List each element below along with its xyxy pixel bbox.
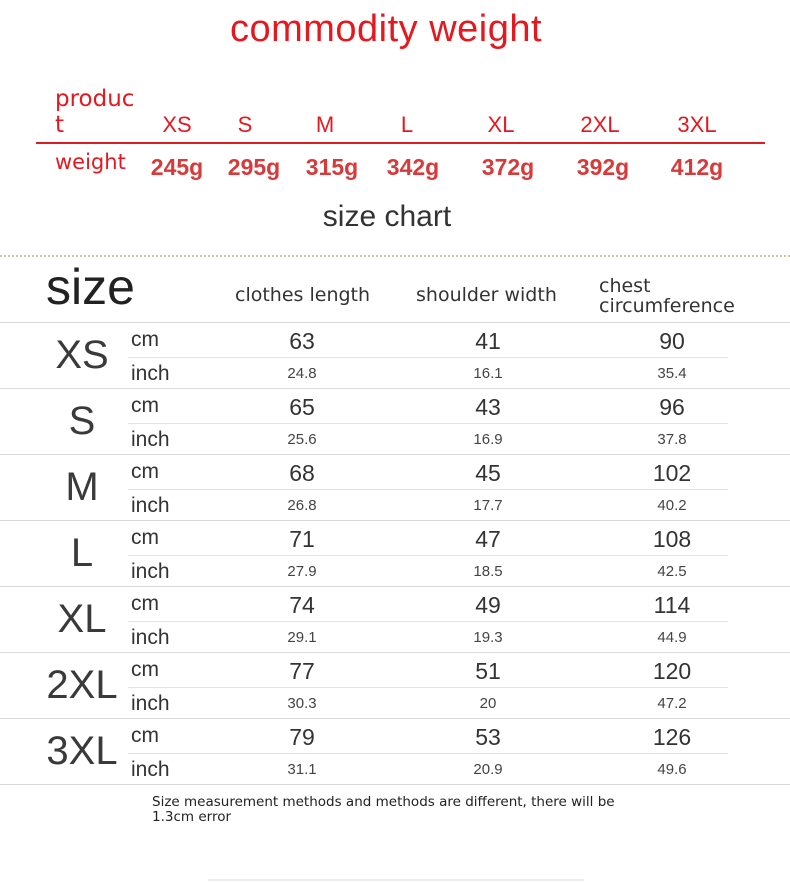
- row-subdivider: [128, 687, 728, 688]
- clothes-length-inch: 24.8: [287, 365, 317, 382]
- shoulder-width-inch: 16.1: [473, 365, 503, 382]
- unit-cm-label: cm: [131, 724, 159, 747]
- size-name: S: [68, 399, 96, 443]
- weight-size-m: M: [315, 112, 335, 137]
- size-row-3xl: [0, 718, 790, 785]
- unit-inch-label: inch: [131, 494, 170, 517]
- shoulder-width-inch: 20.9: [473, 761, 503, 778]
- chest-circumference-inch: 44.9: [657, 629, 687, 646]
- unit-inch-label: inch: [131, 560, 170, 583]
- weight-value-l: 342g: [386, 154, 440, 180]
- commodity-weight-title: commodity weight: [229, 8, 543, 50]
- clothes-length-cm: 71: [289, 526, 315, 552]
- row-subdivider: [128, 555, 728, 556]
- measurement-error-note: Size measurement methods and methods are different, there will be 1.3cm error: [152, 794, 615, 825]
- weight-size-l: L: [400, 112, 414, 137]
- clothes-length-cm: 63: [289, 328, 315, 354]
- shoulder-width-header: shoulder width: [416, 284, 557, 306]
- row-subdivider: [128, 357, 728, 358]
- clothes-length-cm: 74: [289, 592, 315, 618]
- chest-circumference-inch: 49.6: [657, 761, 687, 778]
- row-subdivider: [128, 621, 728, 622]
- clothes-length-cm: 68: [289, 460, 315, 486]
- row-subdivider: [128, 423, 728, 424]
- chest-circumference-cm: 126: [652, 724, 692, 750]
- size-row-xs: [0, 322, 790, 388]
- weight-value-xs: 245g: [150, 154, 204, 180]
- size-name: L: [70, 531, 94, 575]
- size-row-s: [0, 388, 790, 454]
- unit-cm-label: cm: [131, 394, 159, 417]
- chest-circumference-cm: 120: [652, 658, 692, 684]
- size-chart-title: size chart: [322, 200, 452, 233]
- chest-circumference-cm: 114: [653, 592, 691, 618]
- size-name: 3XL: [46, 729, 118, 773]
- shoulder-width-cm: 51: [475, 658, 501, 684]
- shoulder-width-inch: 19.3: [473, 629, 503, 646]
- clothes-length-inch: 27.9: [287, 563, 317, 580]
- size-column-header: size: [46, 259, 135, 315]
- clothes-length-cm: 77: [289, 658, 315, 684]
- size-name: XS: [55, 333, 109, 377]
- weight-size-s: S: [237, 112, 253, 137]
- product-row-label: product: [55, 86, 135, 138]
- size-chart-table: [0, 322, 790, 785]
- clothes-length-cm: 65: [289, 394, 315, 420]
- shoulder-width-inch: 16.9: [473, 431, 503, 448]
- shoulder-width-inch: 17.7: [473, 497, 503, 514]
- clothes-length-inch: 26.8: [287, 497, 317, 514]
- shoulder-width-inch: 20: [479, 695, 497, 712]
- unit-cm-label: cm: [131, 460, 159, 483]
- size-name: XL: [57, 597, 107, 641]
- shoulder-width-cm: 43: [475, 394, 501, 420]
- shoulder-width-cm: 49: [475, 592, 501, 618]
- clothes-length-header: clothes length: [235, 284, 371, 306]
- chest-circumference-cm: 96: [659, 394, 685, 420]
- shoulder-width-inch: 18.5: [473, 563, 503, 580]
- chest-circumference-inch: 37.8: [657, 431, 687, 448]
- dotted-divider: [0, 255, 790, 257]
- unit-cm-label: cm: [131, 658, 159, 681]
- unit-inch-label: inch: [131, 626, 170, 649]
- shoulder-width-cm: 53: [475, 724, 501, 750]
- clothes-length-inch: 31.1: [287, 761, 317, 778]
- chest-circumference-inch: 47.2: [657, 695, 687, 712]
- shoulder-width-cm: 45: [475, 460, 501, 486]
- chest-circumference-inch: 40.2: [657, 497, 687, 514]
- chest-circumference-cm: 90: [659, 328, 685, 354]
- clothes-length-inch: 29.1: [287, 629, 317, 646]
- unit-inch-label: inch: [131, 428, 170, 451]
- clothes-length-cm: 79: [289, 724, 315, 750]
- weight-size-xs: XS: [162, 112, 192, 137]
- chest-circumference-inch: 42.5: [657, 563, 687, 580]
- weight-size-2xl: 2XL: [580, 112, 620, 137]
- weight-value-xl: 372g: [481, 154, 535, 180]
- bottom-divider: [208, 879, 584, 881]
- weight-table-divider: [36, 142, 765, 144]
- weight-value-s: 295g: [227, 154, 281, 180]
- unit-inch-label: inch: [131, 692, 170, 715]
- clothes-length-inch: 30.3: [287, 695, 317, 712]
- size-row-m: [0, 454, 790, 520]
- unit-inch-label: inch: [131, 362, 170, 385]
- shoulder-width-cm: 47: [475, 526, 501, 552]
- weight-value-3xl: 412g: [670, 154, 724, 180]
- size-name: 2XL: [46, 663, 118, 707]
- unit-cm-label: cm: [131, 592, 159, 615]
- shoulder-width-cm: 41: [475, 328, 501, 354]
- chest-circumference-header: chest circumference: [599, 275, 735, 317]
- unit-inch-label: inch: [131, 758, 170, 781]
- size-name: M: [65, 465, 99, 509]
- chest-circumference-cm: 108: [652, 526, 692, 552]
- chest-circumference-cm: 102: [652, 460, 692, 486]
- size-row-l: [0, 520, 790, 586]
- weight-value-m: 315g: [305, 154, 359, 180]
- weight-size-3xl: 3XL: [677, 112, 717, 137]
- chest-circumference-inch: 35.4: [657, 365, 687, 382]
- row-subdivider: [128, 489, 728, 490]
- row-subdivider: [128, 753, 728, 754]
- unit-cm-label: cm: [131, 328, 159, 351]
- size-row-xl: [0, 586, 790, 652]
- size-row-2xl: [0, 652, 790, 718]
- clothes-length-inch: 25.6: [287, 431, 317, 448]
- weight-size-xl: XL: [487, 112, 515, 137]
- weight-row-label: weight: [55, 150, 126, 174]
- weight-value-2xl: 392g: [576, 154, 630, 180]
- unit-cm-label: cm: [131, 526, 159, 549]
